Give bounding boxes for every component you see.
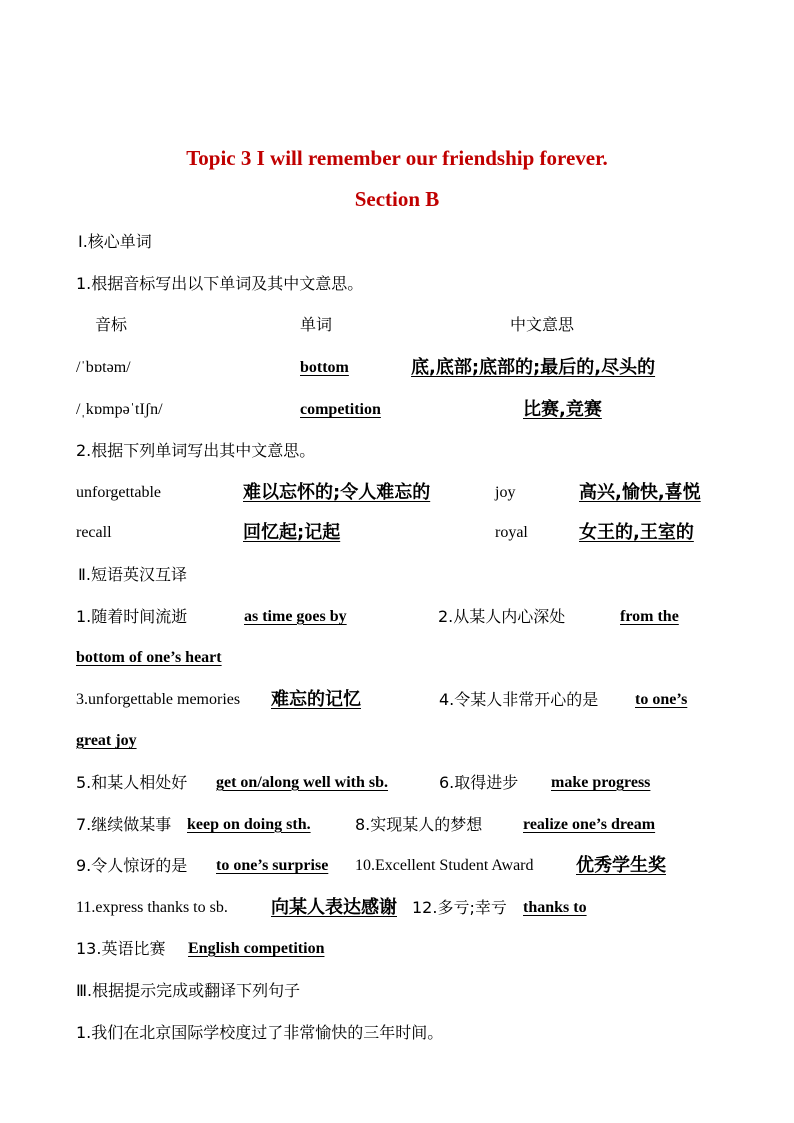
section2-heading: Ⅱ.短语英汉互译 [78, 565, 187, 584]
word: joy [495, 484, 516, 501]
phrase-question: 10.Excellent Student Award [355, 857, 534, 874]
phrase-question: 5.和某人相处好 [76, 773, 188, 792]
phrase-row [76, 645, 718, 671]
section3-q1: 1.我们在北京国际学校度过了非常愉快的三年时间。 [76, 1023, 444, 1042]
phrase-question: 13.英语比赛 [76, 939, 166, 958]
phrase-answer: thanks to [523, 899, 587, 916]
phrase-question: 2.从某人内心深处 [438, 607, 566, 626]
phrase-question: 3.unforgettable memories [76, 691, 241, 708]
vocab-table-header [76, 312, 718, 338]
phrase-question: 6.取得进步 [439, 773, 519, 792]
phrase-row [76, 853, 718, 879]
phrase-question: 7.继续做某事 [76, 815, 172, 834]
phrase-question: 12.多亏;幸亏 [412, 898, 507, 917]
meaning-answer: 女王的,王室的 [579, 522, 694, 543]
phrase-answer: keep on doing sth. [187, 816, 311, 833]
meaning-answer: 高兴,愉快,喜悦 [579, 482, 701, 503]
phrase-answer: realize one’s dream [523, 816, 656, 833]
phrase-answer: 优秀学生奖 [576, 855, 666, 876]
phrase-row [76, 895, 718, 921]
meaning-answer: 底,底部;底部的;最后的,尽头的 [411, 357, 656, 378]
section-subtitle: Section B [354, 187, 440, 211]
section1-heading: Ⅰ.核心单词 [78, 232, 152, 251]
phrase-question: 11.express thanks to sb. [76, 899, 228, 916]
phrase-answer: as time goes by [244, 608, 347, 625]
phrase-row [76, 936, 718, 962]
col-phonetic: 音标 [95, 315, 128, 334]
phrase-question: 4.令某人非常开心的是 [439, 690, 599, 709]
phrase-answer: English competition [188, 940, 325, 957]
phrase-answer: from the [620, 608, 679, 625]
meaning-row [76, 480, 718, 506]
col-word: 单词 [300, 315, 333, 334]
phrase-row [76, 728, 718, 754]
phrase-answer: to one’s [635, 691, 688, 708]
section1-q2-instruction: 2.根据下列单词写出其中文意思。 [76, 441, 316, 460]
page-title: Topic 3 I will remember our friendship forever. [186, 146, 608, 170]
phrase-row [76, 687, 718, 713]
col-meaning: 中文意思 [510, 315, 575, 334]
phrase-answer: great joy [76, 732, 137, 749]
meaning-answer: 比赛,竞赛 [523, 399, 602, 420]
phrase-answer: make progress [551, 774, 651, 791]
phrase-answer: get on/along well with sb. [216, 774, 389, 791]
word: unforgettable [76, 484, 162, 501]
vocab-row [76, 355, 718, 381]
phrase-answer: 难忘的记忆 [271, 689, 361, 710]
phrase-question: 1.随着时间流逝 [76, 607, 188, 626]
meaning-row [76, 520, 718, 546]
vocab-row [76, 397, 718, 423]
section1-q1-instruction: 1.根据音标写出以下单词及其中文意思。 [76, 274, 364, 293]
word: royal [495, 524, 528, 541]
phrase-row [76, 812, 718, 838]
word-answer: competition [300, 401, 381, 418]
phrase-row [76, 770, 718, 796]
phrase-answer: 向某人表达感谢 [271, 897, 397, 918]
phonetic: /ˌkɒmpəˈtIʃn/ [76, 401, 163, 418]
phrase-question: 8.实现某人的梦想 [355, 815, 483, 834]
phrase-answer: to one’s surprise [216, 857, 329, 874]
phonetic: /ˈbɒtəm/ [76, 359, 131, 376]
word-answer: bottom [300, 359, 349, 376]
phrase-row [76, 604, 718, 630]
section3-heading: Ⅲ.根据提示完成或翻译下列句子 [76, 981, 301, 1000]
phrase-answer: bottom of one’s heart [76, 649, 222, 666]
meaning-answer: 回忆起;记起 [243, 522, 341, 543]
meaning-answer: 难以忘怀的;令人难忘的 [243, 482, 431, 503]
word: recall [76, 524, 112, 541]
phrase-question: 9.令人惊讶的是 [76, 856, 188, 875]
